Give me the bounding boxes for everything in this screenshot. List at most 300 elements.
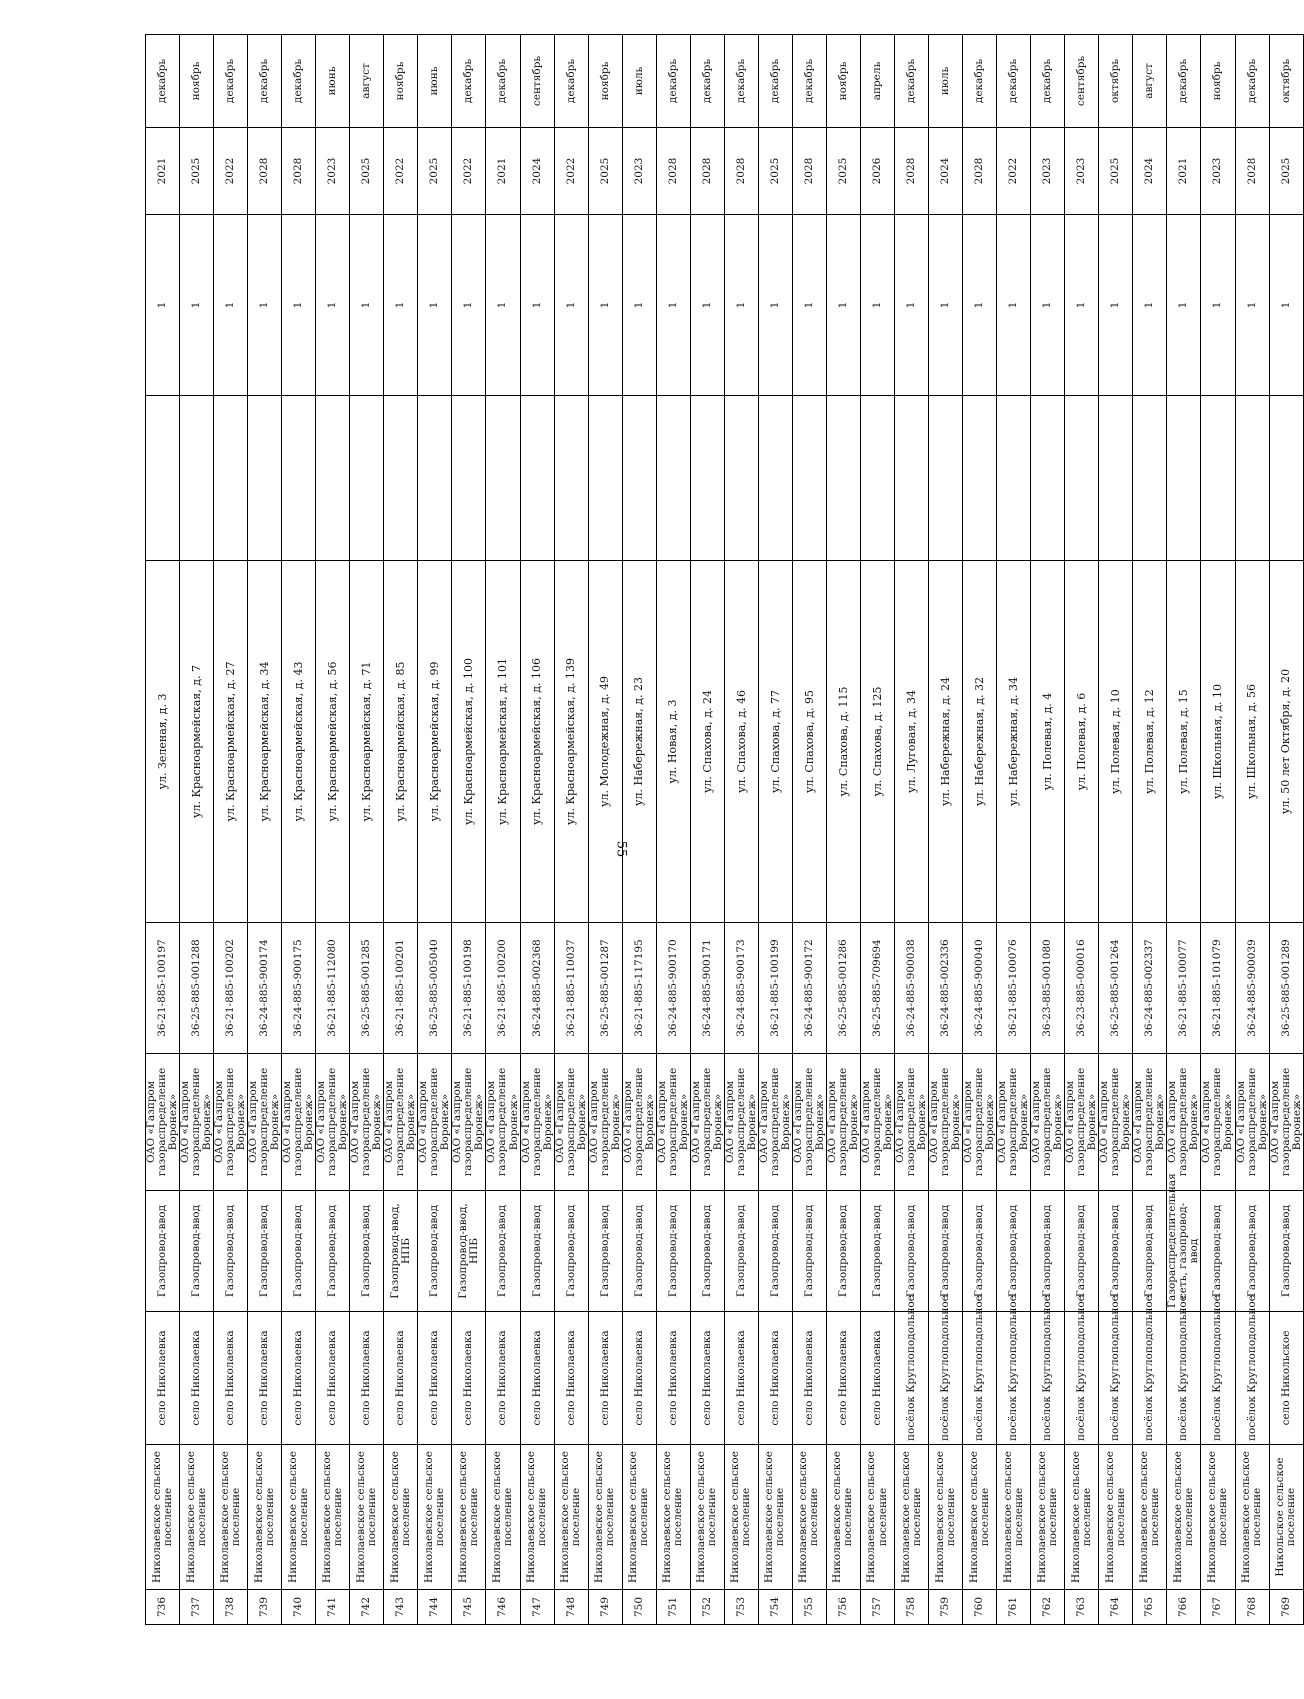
owner-cell: ОАО «Газпром газораспределение Воронеж» [1201,1054,1235,1191]
month-cell: декабрь [963,35,997,128]
empty-cell [1099,396,1133,561]
object-type-cell: Газопровод-ввод [486,1191,520,1312]
quantity-cell: 1 [690,215,724,396]
row-number: 751 [656,1590,690,1625]
object-type-cell: Газопровод-ввод [997,1191,1031,1312]
settlement-cell: Николаевское сельское поселение [180,1445,214,1590]
table-row [724,35,758,1625]
empty-cell [929,396,963,561]
locality-cell: село Николаевка [690,1312,724,1445]
quantity-cell: 1 [997,215,1031,396]
settlement-cell: Николаевское сельское поселение [146,1445,180,1590]
year-cell: 2025 [826,128,860,215]
month-cell: декабрь [554,35,588,128]
empty-cell [146,396,180,561]
object-type-cell: Газопровод-ввод [1133,1191,1167,1312]
table-row [452,35,486,1625]
registry-code-cell: 36-24-885-900174 [248,923,282,1054]
registry-code-cell: 36-24-885-900040 [963,923,997,1054]
locality-cell: посёлок Круглоподольное [1133,1312,1167,1445]
table-row [588,35,622,1625]
year-cell: 2028 [792,128,826,215]
row-number: 752 [690,1590,724,1625]
table-row [486,35,520,1625]
locality-cell: село Николаевка [588,1312,622,1445]
object-type-cell: Газопровод-ввод [554,1191,588,1312]
settlement-cell: Николаевское сельское поселение [724,1445,758,1590]
address-cell: ул. Школьная, д. 56 [1235,561,1269,923]
locality-cell: село Николаевка [418,1312,452,1445]
owner-cell: ОАО «Газпром газораспределение Воронеж» [418,1054,452,1191]
registry-code-cell: 36-21-885-100199 [758,923,792,1054]
table-body [146,35,1304,1625]
month-cell: ноябрь [180,35,214,128]
object-type-cell: Газопровод-ввод [316,1191,350,1312]
empty-cell [758,396,792,561]
table-row [384,35,418,1625]
address-cell: ул. Спахова, д. 46 [724,561,758,923]
address-cell: ул. 50 лет Октября, д. 20 [1269,561,1303,923]
year-cell: 2023 [1201,128,1235,215]
table-row [418,35,452,1625]
object-type-cell: Газопровод-ввод [418,1191,452,1312]
row-number: 743 [384,1590,418,1625]
row-number: 747 [520,1590,554,1625]
table-row [1167,35,1201,1625]
row-number: 764 [1099,1590,1133,1625]
row-number: 765 [1133,1590,1167,1625]
empty-cell [282,396,316,561]
quantity-cell: 1 [282,215,316,396]
settlement-cell: Николаевское сельское поселение [1167,1445,1201,1590]
empty-cell [895,396,929,561]
empty-cell [214,396,248,561]
month-cell: декабрь [656,35,690,128]
year-cell: 2023 [316,128,350,215]
address-cell: ул. Полевая, д. 15 [1167,561,1201,923]
settlement-cell: Николаевское сельское поселение [895,1445,929,1590]
settlement-cell: Николаевское сельское поселение [350,1445,384,1590]
table-row [1201,35,1235,1625]
owner-cell: ОАО «Газпром газораспределение Воронеж» [997,1054,1031,1191]
object-type-cell: Газопровод-ввод [758,1191,792,1312]
empty-cell [520,396,554,561]
locality-cell: село Николаевка [554,1312,588,1445]
table-row [554,35,588,1625]
table-row [1031,35,1065,1625]
owner-cell: ОАО «Газпром газораспределение Воронеж» [1167,1054,1201,1191]
table-row [282,35,316,1625]
empty-cell [180,396,214,561]
address-cell: ул. Полевая, д. 10 [1099,561,1133,923]
quantity-cell: 1 [1099,215,1133,396]
quantity-cell: 1 [418,215,452,396]
owner-cell: ОАО «Газпром газораспределение Воронеж» [588,1054,622,1191]
object-type-cell: Газопровод-ввод [520,1191,554,1312]
address-cell: ул. Новая, д. 3 [656,561,690,923]
object-type-cell: Газопровод-ввод [1201,1191,1235,1312]
registry-code-cell: 36-25-885-001264 [1099,923,1133,1054]
locality-cell: село Николаевка [520,1312,554,1445]
object-type-cell: Газопровод-ввод [826,1191,860,1312]
settlement-cell: Никольское сельское поселение [1269,1445,1303,1590]
year-cell: 2021 [146,128,180,215]
table-row [929,35,963,1625]
month-cell: декабрь [997,35,1031,128]
quantity-cell: 1 [146,215,180,396]
empty-cell [1167,396,1201,561]
address-cell: ул. Спахова, д. 115 [826,561,860,923]
month-cell: декабрь [214,35,248,128]
empty-cell [554,396,588,561]
locality-cell: село Николаевка [146,1312,180,1445]
owner-cell: ОАО «Газпром газораспределение Воронеж» [214,1054,248,1191]
address-cell: ул. Школьная, д. 10 [1201,561,1235,923]
empty-cell [792,396,826,561]
month-cell: ноябрь [588,35,622,128]
settlement-cell: Николаевское сельское поселение [963,1445,997,1590]
address-cell: ул. Красноармейская, д. 56 [316,561,350,923]
month-cell: декабрь [792,35,826,128]
locality-cell: село Николаевка [316,1312,350,1445]
address-cell: ул. Красноармейская, д. 101 [486,561,520,923]
empty-cell [418,396,452,561]
quantity-cell: 1 [724,215,758,396]
registry-code-cell: 36-21-885-100201 [384,923,418,1054]
year-cell: 2025 [1269,128,1303,215]
owner-cell: ОАО «Газпром газораспределение Воронеж» [282,1054,316,1191]
settlement-cell: Николаевское сельское поселение [1235,1445,1269,1590]
owner-cell: ОАО «Газпром газораспределение Воронеж» [1099,1054,1133,1191]
month-cell: декабрь [895,35,929,128]
row-number: 769 [1269,1590,1303,1625]
settlement-cell: Николаевское сельское поселение [418,1445,452,1590]
address-cell: ул. Спахова, д. 24 [690,561,724,923]
object-type-cell: Газопровод-ввод [1235,1191,1269,1312]
empty-cell [724,396,758,561]
month-cell: декабрь [724,35,758,128]
owner-cell: ОАО «Газпром газораспределение Воронеж» [860,1054,894,1191]
empty-cell [350,396,384,561]
quantity-cell: 1 [1201,215,1235,396]
row-number: 746 [486,1590,520,1625]
quantity-cell: 1 [656,215,690,396]
empty-cell [997,396,1031,561]
year-cell: 2025 [350,128,384,215]
settlement-cell: Николаевское сельское поселение [656,1445,690,1590]
row-number: 766 [1167,1590,1201,1625]
month-cell: ноябрь [826,35,860,128]
row-number: 754 [758,1590,792,1625]
row-number: 740 [282,1590,316,1625]
locality-cell: посёлок Круглоподольное [1065,1312,1099,1445]
quantity-cell: 1 [180,215,214,396]
address-cell: ул. Молодежная, д. 49 [588,561,622,923]
locality-cell: посёлок Круглоподольное [1031,1312,1065,1445]
year-cell: 2026 [860,128,894,215]
settlement-cell: Николаевское сельское поселение [826,1445,860,1590]
address-cell: ул. Луговая, д. 34 [895,561,929,923]
registry-code-cell: 36-21-885-100197 [146,923,180,1054]
locality-cell: село Николаевка [180,1312,214,1445]
settlement-cell: Николаевское сельское поселение [690,1445,724,1590]
month-cell: июль [929,35,963,128]
year-cell: 2023 [1031,128,1065,215]
address-cell: ул. Набережная, д. 24 [929,561,963,923]
locality-cell: село Николаевка [384,1312,418,1445]
year-cell: 2028 [895,128,929,215]
owner-cell: ОАО «Газпром газораспределение Воронеж» [520,1054,554,1191]
table-row [1235,35,1269,1625]
object-type-cell: Газопровод-ввод [588,1191,622,1312]
locality-cell: посёлок Круглоподольное [997,1312,1031,1445]
registry-code-cell: 36-21-885-110037 [554,923,588,1054]
registry-code-cell: 36-21-885-100202 [214,923,248,1054]
settlement-cell: Николаевское сельское поселение [758,1445,792,1590]
object-type-cell: Газопровод-ввод, НПБ [452,1191,486,1312]
empty-cell [1201,396,1235,561]
address-cell: ул. Полевая, д. 4 [1031,561,1065,923]
owner-cell: ОАО «Газпром газораспределение Воронеж» [1269,1054,1303,1191]
owner-cell: ОАО «Газпром газораспределение Воронеж» [895,1054,929,1191]
row-number: 762 [1031,1590,1065,1625]
locality-cell: село Николаевка [656,1312,690,1445]
row-number: 756 [826,1590,860,1625]
month-cell: август [350,35,384,128]
year-cell: 2028 [248,128,282,215]
quantity-cell: 1 [1167,215,1201,396]
month-cell: декабрь [146,35,180,128]
month-cell: октябрь [1099,35,1133,128]
year-cell: 2025 [588,128,622,215]
object-type-cell: Газопровод-ввод [350,1191,384,1312]
row-number: 767 [1201,1590,1235,1625]
year-cell: 2023 [1065,128,1099,215]
quantity-cell: 1 [622,215,656,396]
month-cell: декабрь [1031,35,1065,128]
registry-code-cell: 36-21-885-100077 [1167,923,1201,1054]
address-cell: ул. Красноармейская, д. 34 [248,561,282,923]
registry-code-cell: 36-24-885-900039 [1235,923,1269,1054]
year-cell: 2028 [690,128,724,215]
quantity-cell: 1 [486,215,520,396]
table-row [997,35,1031,1625]
object-type-cell: Газопровод-ввод [724,1191,758,1312]
settlement-cell: Николаевское сельское поселение [1133,1445,1167,1590]
locality-cell: село Николаевка [724,1312,758,1445]
month-cell: декабрь [248,35,282,128]
locality-cell: село Никольское [1269,1312,1303,1445]
empty-cell [656,396,690,561]
empty-cell [622,396,656,561]
address-cell: ул. Спахова, д. 125 [860,561,894,923]
gas-pipeline-register-table [145,34,1304,1625]
quantity-cell: 1 [895,215,929,396]
owner-cell: ОАО «Газпром газораспределение Воронеж» [180,1054,214,1191]
locality-cell: село Николаевка [282,1312,316,1445]
table-row [963,35,997,1625]
year-cell: 2025 [180,128,214,215]
address-cell: ул. Зеленая, д. 3 [146,561,180,923]
owner-cell: ОАО «Газпром газораспределение Воронеж» [486,1054,520,1191]
object-type-cell: Газопровод-ввод [895,1191,929,1312]
year-cell: 2025 [1099,128,1133,215]
quantity-cell: 1 [350,215,384,396]
table-row [895,35,929,1625]
empty-cell [1133,396,1167,561]
registry-code-cell: 36-24-885-900038 [895,923,929,1054]
empty-cell [588,396,622,561]
quantity-cell: 1 [758,215,792,396]
settlement-cell: Николаевское сельское поселение [860,1445,894,1590]
month-cell: сентябрь [1065,35,1099,128]
object-type-cell: Газопровод-ввод [1269,1191,1303,1312]
quantity-cell: 1 [963,215,997,396]
row-number: 760 [963,1590,997,1625]
empty-cell [963,396,997,561]
table-row [1269,35,1303,1625]
row-number: 749 [588,1590,622,1625]
year-cell: 2028 [282,128,316,215]
row-number: 753 [724,1590,758,1625]
year-cell: 2022 [997,128,1031,215]
year-cell: 2025 [418,128,452,215]
quantity-cell: 1 [826,215,860,396]
owner-cell: ОАО «Газпром газораспределение Воронеж» [1065,1054,1099,1191]
quantity-cell: 1 [316,215,350,396]
table-row [860,35,894,1625]
empty-cell [1065,396,1099,561]
table-row [214,35,248,1625]
registry-code-cell: 36-24-885-900172 [792,923,826,1054]
registry-code-cell: 36-25-885-001285 [350,923,384,1054]
table-row [350,35,384,1625]
year-cell: 2021 [1167,128,1201,215]
locality-cell: село Николаевка [860,1312,894,1445]
empty-cell [452,396,486,561]
quantity-cell: 1 [1269,215,1303,396]
address-cell: ул. Полевая, д. 12 [1133,561,1167,923]
year-cell: 2022 [384,128,418,215]
row-number: 768 [1235,1590,1269,1625]
table-row [792,35,826,1625]
row-number: 755 [792,1590,826,1625]
year-cell: 2021 [486,128,520,215]
registry-code-cell: 36-24-885-900171 [690,923,724,1054]
table-row [656,35,690,1625]
row-number: 739 [248,1590,282,1625]
quantity-cell: 1 [1235,215,1269,396]
registry-code-cell: 36-23-885-000016 [1065,923,1099,1054]
registry-code-cell: 36-25-885-001289 [1269,923,1303,1054]
address-cell: ул. Набережная, д. 34 [997,561,1031,923]
empty-cell [316,396,350,561]
owner-cell: ОАО «Газпром газораспределение Воронеж» [554,1054,588,1191]
month-cell: декабрь [758,35,792,128]
object-type-cell: Газопровод-ввод [248,1191,282,1312]
registry-code-cell: 36-21-885-100200 [486,923,520,1054]
month-cell: ноябрь [384,35,418,128]
address-cell: ул. Набережная, д. 23 [622,561,656,923]
address-cell: ул. Красноармейская, д. 27 [214,561,248,923]
registry-code-cell: 36-25-885-001286 [826,923,860,1054]
settlement-cell: Николаевское сельское поселение [1201,1445,1235,1590]
address-cell: ул. Красноармейская, д. 106 [520,561,554,923]
locality-cell: село Николаевка [248,1312,282,1445]
locality-cell: село Николаевка [826,1312,860,1445]
address-cell: ул. Набережная, д. 32 [963,561,997,923]
table-row [622,35,656,1625]
quantity-cell: 1 [1133,215,1167,396]
row-number: 761 [997,1590,1031,1625]
address-cell: ул. Спахова, д. 95 [792,561,826,923]
registry-code-cell: 36-25-885-709694 [860,923,894,1054]
page-number: 55 [613,840,629,858]
settlement-cell: Николаевское сельское поселение [1031,1445,1065,1590]
owner-cell: ОАО «Газпром газораспределение Воронеж» [724,1054,758,1191]
year-cell: 2028 [656,128,690,215]
quantity-cell: 1 [588,215,622,396]
object-type-cell: Газопровод-ввод [180,1191,214,1312]
owner-cell: ОАО «Газпром газораспределение Воронеж» [350,1054,384,1191]
object-type-cell: Газопровод-ввод [792,1191,826,1312]
registry-code-cell: 36-21-885-112080 [316,923,350,1054]
object-type-cell: Газопровод-ввод, НПБ [384,1191,418,1312]
owner-cell: ОАО «Газпром газораспределение Воронеж» [929,1054,963,1191]
settlement-cell: Николаевское сельское поселение [622,1445,656,1590]
locality-cell: посёлок Круглоподольное [1167,1312,1201,1445]
object-type-cell: Газопровод-ввод [690,1191,724,1312]
settlement-cell: Николаевское сельское поселение [554,1445,588,1590]
quantity-cell: 1 [214,215,248,396]
year-cell: 2028 [724,128,758,215]
year-cell: 2025 [758,128,792,215]
month-cell: июнь [418,35,452,128]
address-cell: ул. Красноармейская, д. 139 [554,561,588,923]
year-cell: 2024 [520,128,554,215]
object-type-cell: Газопровод-ввод [963,1191,997,1312]
month-cell: декабрь [1167,35,1201,128]
empty-cell [1269,396,1303,561]
address-cell: ул. Полевая, д. 6 [1065,561,1099,923]
month-cell: июль [622,35,656,128]
empty-cell [860,396,894,561]
month-cell: июнь [316,35,350,128]
registry-code-cell: 36-21-885-100076 [997,923,1031,1054]
settlement-cell: Николаевское сельское поселение [1065,1445,1099,1590]
month-cell: декабрь [486,35,520,128]
month-cell: октябрь [1269,35,1303,128]
empty-cell [486,396,520,561]
object-type-cell: Газопровод-ввод [929,1191,963,1312]
owner-cell: ОАО «Газпром газораспределение Воронеж» [963,1054,997,1191]
settlement-cell: Николаевское сельское поселение [588,1445,622,1590]
empty-cell [826,396,860,561]
registry-code-cell: 36-24-885-002337 [1133,923,1167,1054]
locality-cell: село Николаевка [214,1312,248,1445]
object-type-cell: Газопровод-ввод [622,1191,656,1312]
table-row [146,35,180,1625]
address-cell: ул. Красноармейская, д. 43 [282,561,316,923]
month-cell: декабрь [282,35,316,128]
month-cell: декабрь [1235,35,1269,128]
settlement-cell: Николаевское сельское поселение [1099,1445,1133,1590]
quantity-cell: 1 [248,215,282,396]
year-cell: 2028 [1235,128,1269,215]
row-number: 759 [929,1590,963,1625]
locality-cell: посёлок Круглоподольное [895,1312,929,1445]
quantity-cell: 1 [452,215,486,396]
